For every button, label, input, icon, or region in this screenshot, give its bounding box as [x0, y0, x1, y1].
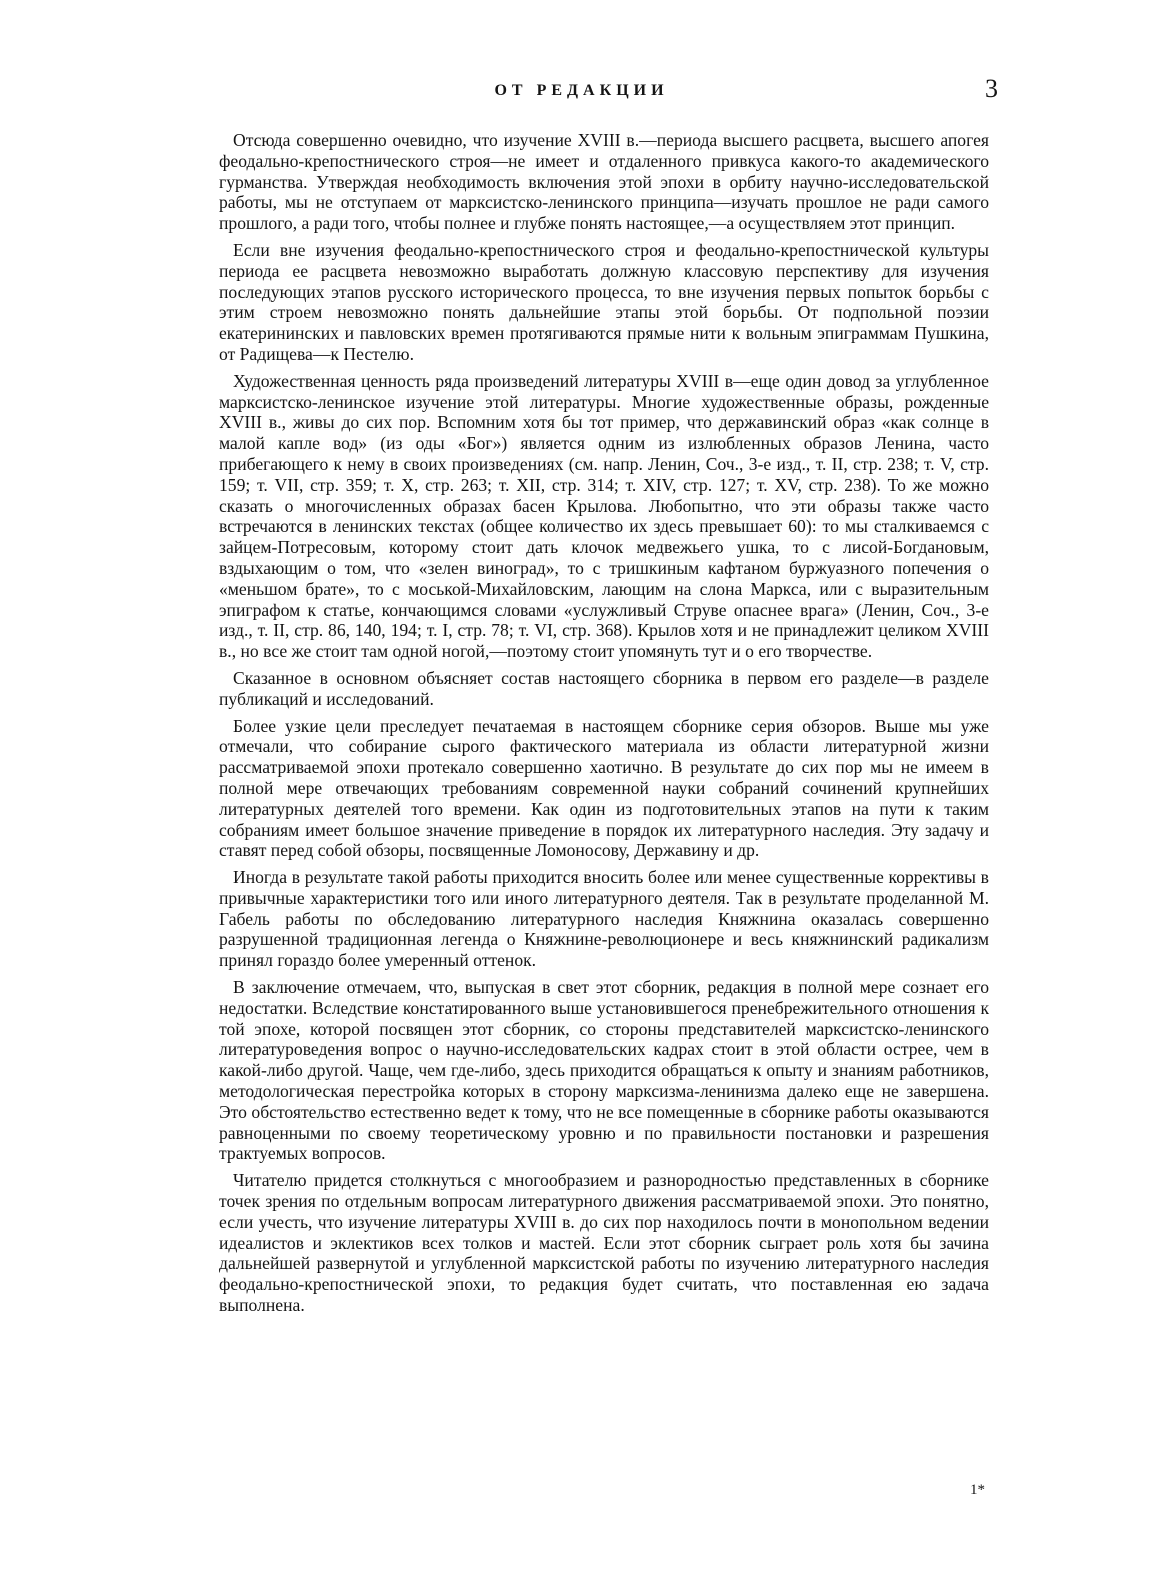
paragraph-3: Художественная ценность ряда произведений литературы XVIII в—еще один довод за углубленное марксистско-ленинское изучение этой литературы. Многие художественные образы, рожденные XVIII в., живы до сих пор. Вспомним хотя бы тот пример, что державинский образ «как солнце в малой капле вод» (из оды «Бог») является одним из излюбленных образов Ленина, часто прибегающего к нему в своих произведениях (см. напр. Ленин, Соч., 3-е изд., т. II, стр. 238; т. V, стр. 159; т. VII, стр. 359; т. X, стр. 263; т. XII, стр. 314; т. XIV, стр. 127; т. XV, стр. 238). То же можно сказать о многочисленных образах басен Крылова. Любопытно, что эти образы также часто встречаются в ленинских текстах (общее количество их здесь превышает 60): то мы сталкиваемся с зайцем-Потресовым, которому стоит дать клочок медвежьего ушка, то с лисой-Богдановым, вздыхающим о том, что «зелен виноград», то с тришкиным кафтаном буржуазного попечения о «меньшом брате», то с моськой-Михайловским, лающим на слона Маркса, или с выразительным эпиграфом к статье, кончающимся словами «услужливый Струве опаснее врага» (Ленин, Соч., 3-е изд., т. II, стр. 86, 140, 194; т. I, стр. 78; т. VI, стр. 368). Крылов хотя и не принадлежит целиком XVIII в., но все же стоит там одной ногой,—поэтому стоит упомянуть тут и о его творчестве.	[219, 370, 989, 662]
paragraph-1: Отсюда совершенно очевидно, что изучение XVIII в.—периода высшего расцвета, высшего апогея феодально-крепостнического строя—не имеет и отдаленного привкуса какого-то академического гурманства. Утверждая необходимость включения этой эпохи в орбиту научно-исследовательской работы, мы не отступаем от марксистско-ленинского принципа—изучать прошлое не ради самого прошлого, а ради того, чтобы полнее и глубже понять настоящее,—а осуществляем этот принцип.	[219, 130, 989, 234]
running-title: ОТ РЕДАКЦИИ	[494, 82, 669, 99]
signature-mark: 1*	[970, 1482, 985, 1498]
paragraph-8: Читателю придется столкнуться с многообразием и разнородностью представленных в сборнике точек зрения по отдельным вопросам литературного движения рассматриваемой эпохи. Это понятно, если учесть, что изучение литературы XVIII в. до сих пор находилось почти в монопольном ведении идеалистов и эклектиков всех толков и мастей. Если этот сборник сыграет роль хотя бы зачина дальнейшей развернутой и углубленной марксистской работы по изучению литературного наследия феодально-крепостнической эпохи, то редакция будет считать, что поставленная ею задача выполнена.	[219, 1170, 989, 1316]
paragraph-5: Более узкие цели преследует печатаемая в настоящем сборнике серия обзоров. Выше мы уже отмечали, что собирание сырого фактического материала из области литературной жизни рассматриваемой эпохи протекало совершенно хаотично. В результате до сих пор мы не имеем в полной мере отвечающих требованиям современной науки собраний сочинений крупнейших литературных деятелей того времени. Как один из подготовительных этапов на пути к таким собраниям имеет большое значение приведение в порядок их литературного наследия. Эту задачу и ставят перед собой обзоры, посвященные Ломоносову, Державину и др.	[219, 715, 989, 861]
paragraph-2: Если вне изучения феодально-крепостнического строя и феодально-крепостнической культуры периода ее расцвета невозможно выработать должную классовую перспективу для изучения последующих этапов русского исторического процесса, то вне изучения первых попыток борьбы с этим строем невозможно понять дальнейшие этапы этой борьбы. От подпольной поэзии екатерининских и павловских времен протягиваются прямые нити к вольным эпиграммам Пушкина, от Радищева—к Пестелю.	[219, 239, 989, 364]
paragraph-4: Сказанное в основном объясняет состав настоящего сборника в первом его разделе—в разделе публикаций и исследований.	[219, 667, 989, 709]
body-text	[219, 130, 989, 1322]
paragraph-7: В заключение отмечаем, что, выпуская в свет этот сборник, редакция в полной мере сознает его недостатки. Вследствие констатированного выше установившегося пренебрежительного отношения к той эпохе, которой посвящен этот сборник, со стороны представителей марксистско-ленинского литературоведения вопрос о научно-исследовательских кадрах стоит в этой области острее, чем в какой-либо другой. Чаще, чем где-либо, здесь приходится обращаться к опыту и знаниям работников, методологическая перестройка которых в сторону марксизма-ленинизма далеко еще не завершена. Это обстоятельство естественно ведет к тому, что не все помещенные в сборнике работы оказываются равноценными по своему теоретическому уровню и по правильности постановки и разрешения трактуемых вопросов.	[219, 977, 989, 1164]
paragraph-6: Иногда в результате такой работы приходится вносить более или менее существенные коррективы в привычные характеристики того или иного литературного деятеля. Так в результате проделанной М. Габель работы по обследованию литературного наследия Княжнина оказалась совершенно разрушенной традиционная легенда о Княжнине-революционере и весь княжнинский радикализм принял гораздо более умеренный оттенок.	[219, 867, 989, 971]
page-number: 3	[985, 74, 998, 103]
